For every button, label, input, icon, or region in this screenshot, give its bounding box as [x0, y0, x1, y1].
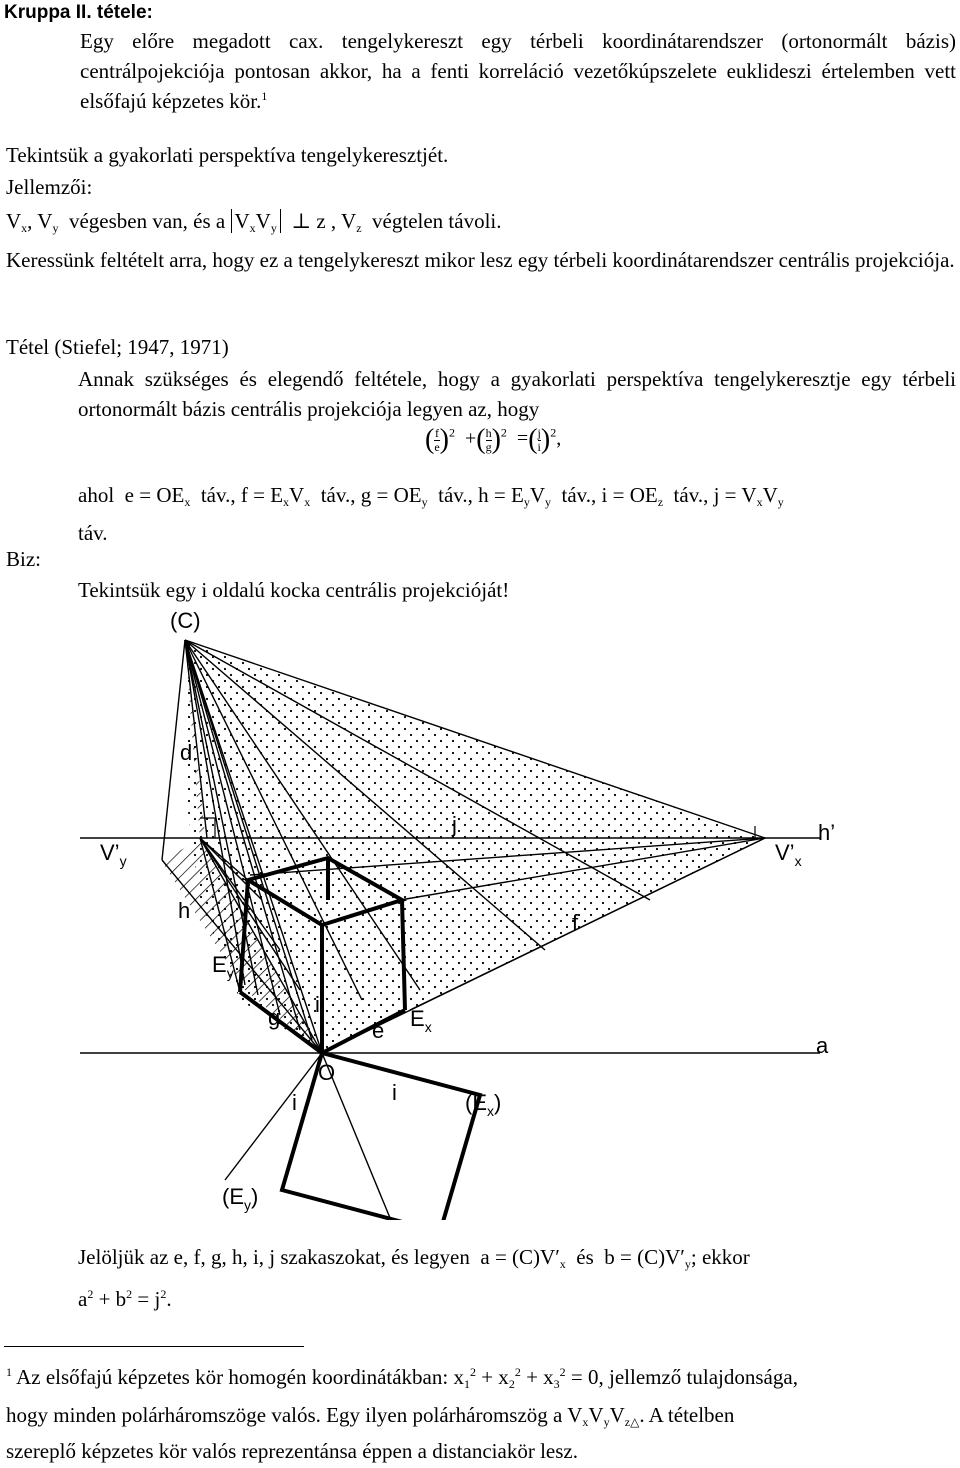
footnote-line-1: $^1$ Az elsőfajú képzetes kör homogén koordinátákban: $x_1^2 + x_2^2 + x_3^2 = 0$, jellemző tulajdonsága,: [6, 1365, 798, 1391]
paragraph-keressunk: Keressünk feltételt arra, hogy ez a tengelykereszt mikor lesz egy térbeli koordinátarendszer centrális projekciója.: [6, 248, 955, 272]
label-d: d: [180, 740, 193, 765]
label-i-2: i: [292, 1090, 297, 1115]
footnote-ref: 1: [261, 89, 268, 103]
section-heading: Kruppa II. tétele:: [4, 2, 153, 23]
characteristics-line: $V_x$, $V_y$ végesben van, és a $V_xV_y$ ⊥ z , $V_z$ végtelen távoli.: [6, 209, 502, 235]
intro-paragraph: [80, 26, 956, 116]
definitions-line: ahol $e = OE_x$ táv., $f = E_xV_x$ táv., $g = OE_y$ táv., $h = E_yV_y$ táv., $i = OE_z$ táv., $j = V_xV_y$: [78, 483, 784, 509]
equation-ab: $a^2 + b^2 = j^2$.: [78, 1287, 172, 1311]
footnote-line-3: szereplő képzetes kör valós reprezentánsa éppen a distanciakör lesz.: [6, 1439, 578, 1463]
footnote-separator: [4, 1346, 304, 1347]
theorem-title: Tétel (Stiefel; 1947, 1971): [6, 335, 229, 359]
label-vx-prime: $V’_x$: [775, 840, 802, 869]
theorem-formula: ( $\frac{f}{e}$ )$^2$ +( $\frac{h}{g}$ )$^2$ =( $\frac{j}{i}$ )$^2$,: [425, 424, 562, 455]
label-ex-paren: $(E_x)$: [465, 1090, 502, 1119]
label-a: a: [816, 1033, 829, 1058]
paragraph-jellemzoi: Jellemzői:: [6, 175, 93, 199]
label-c: (C): [170, 608, 201, 633]
label-vy-prime: $V’_y$: [100, 840, 127, 869]
paragraph-tekintsuk: Tekintsük a gyakorlati perspektíva tengelykeresztjét.: [6, 143, 449, 167]
proof-text: Tekintsük egy i oldalú kocka centrális projekcióját!: [78, 578, 510, 602]
label-ey: $E_y$: [212, 952, 234, 981]
intro-text: Egy előre megadott cax. tengelykereszt egy térbeli koordinátarendszer (ortonormált bázis) centrálpojekciója pontosan akkor, ha a fenti korreláció vezetőkúpszelete euklideszi értelemben vett elsőfajú képzetes kör.: [80, 29, 956, 113]
label-e: e: [372, 1018, 385, 1043]
label-f: f: [572, 910, 579, 935]
theorem-text: Annak szükséges és elegendő feltétele, hogy a gyakorlati perspektíva tengelykeresztje egy térbeli ortonormált bázis centrális projekciója legyen az, hogy: [78, 367, 956, 421]
label-o: O: [318, 1060, 336, 1085]
cube-projection-figure: [80, 600, 860, 1220]
label-g: g: [268, 1005, 281, 1030]
label-ex: $E_x$: [410, 1006, 432, 1035]
proof-label: Biz:: [6, 547, 41, 571]
label-j: j: [452, 812, 457, 837]
label-h-prime: h’: [818, 820, 836, 845]
tav-continuation: táv.: [78, 521, 108, 545]
label-h: h: [178, 898, 191, 923]
label-ey-paren: $(E_y)$: [222, 1184, 259, 1213]
paragraph-jelol: Jelöljük az e, f, g, h, i, j szakaszokat, és legyen $a = (C)V'_x$ és $b = (C)V'_y$; ekkor: [78, 1245, 750, 1271]
label-i-3: i: [392, 1080, 397, 1105]
footnote-line-2: hogy minden polárháromszöge valós. Egy ilyen polárháromszög a $V_xV_yV_{z\triangle}$. A tételben: [6, 1403, 735, 1429]
label-i: i: [315, 992, 320, 1017]
